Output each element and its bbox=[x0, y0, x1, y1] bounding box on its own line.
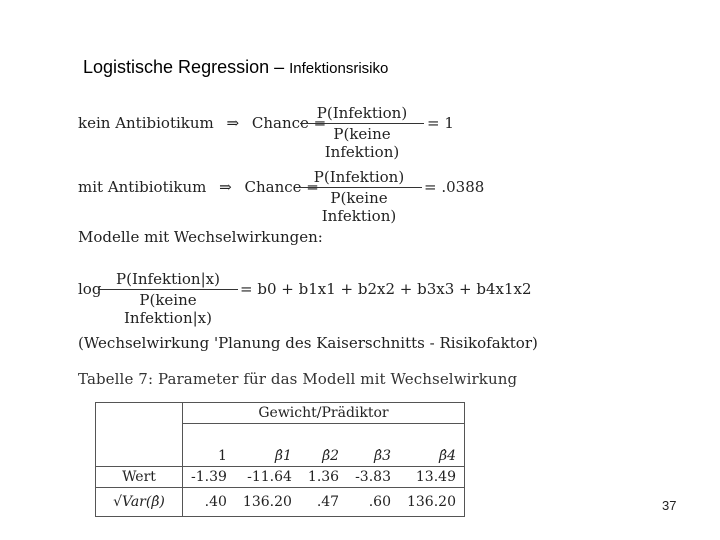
table-cell: 136.20 bbox=[399, 488, 465, 517]
table-row-label: √Var(β̂) bbox=[96, 488, 183, 517]
table-spacer-row bbox=[96, 424, 465, 447]
table-cell: .60 bbox=[347, 488, 399, 517]
eq2-fraction bbox=[296, 168, 422, 225]
eq1-chance-label: Chance = bbox=[251, 114, 327, 132]
table-row-label: Wert bbox=[96, 467, 183, 488]
table-col-header: β̂2 bbox=[300, 446, 347, 467]
eq3-log: log bbox=[78, 280, 102, 298]
eq1-fraction bbox=[300, 104, 424, 161]
table-col-header: β̂1 bbox=[235, 446, 300, 467]
table-cell: -11.64 bbox=[235, 467, 300, 488]
table-corner-cell bbox=[96, 403, 183, 424]
eq2-prefix-group bbox=[78, 178, 319, 196]
eq3-rhs: = b0 + b1x1 + b2x2 + b3x3 + b4x1x2 bbox=[240, 280, 532, 298]
table-cell: 1.36 bbox=[300, 467, 347, 488]
table-row bbox=[96, 467, 465, 488]
eq1-arrow: ⇒ bbox=[226, 114, 240, 132]
table-corner-cell-3 bbox=[96, 446, 183, 467]
models-heading: Modelle mit Wechselwirkungen: bbox=[78, 228, 323, 246]
title-sub: Infektionsrisiko bbox=[289, 60, 389, 77]
table-caption: Tabelle 7: Parameter für das Modell mit Wechselwirkung bbox=[78, 370, 518, 388]
eq1-result: = 1 bbox=[427, 114, 454, 132]
table-row bbox=[96, 488, 465, 517]
slide-title bbox=[83, 57, 388, 78]
eq3-denominator: P(keine Infektion|x) bbox=[98, 289, 238, 327]
parameter-table bbox=[95, 402, 465, 517]
table-cell: 13.49 bbox=[399, 467, 465, 488]
table-corner-cell-2 bbox=[96, 424, 183, 447]
page-number: 37 bbox=[662, 498, 677, 513]
eq1-prefix: kein Antibiotikum bbox=[78, 114, 214, 132]
table-column-header-row bbox=[96, 446, 465, 467]
eq1-numerator: P(Infektion) bbox=[316, 104, 408, 122]
eq2-numerator: P(Infektion) bbox=[313, 168, 405, 186]
table-group-header-row bbox=[96, 403, 465, 424]
eq2-chance-label: Chance = bbox=[244, 178, 319, 196]
eq2-prefix: mit Antibiotikum bbox=[78, 178, 207, 196]
eq3-numerator: P(Infektion|x) bbox=[116, 270, 220, 288]
table-group-header: Gewicht/Prädiktor bbox=[183, 403, 465, 424]
eq2-arrow: ⇒ bbox=[219, 178, 232, 196]
table-cell: .47 bbox=[300, 488, 347, 517]
eq2-result: = .0388 bbox=[424, 178, 485, 196]
title-main: Logistische Regression – bbox=[83, 57, 290, 77]
eq1-denominator: P(keine Infektion) bbox=[300, 123, 424, 161]
eq2-denominator: P(keine Infektion) bbox=[296, 187, 422, 225]
table-cell: -1.39 bbox=[183, 467, 235, 488]
interaction-note: (Wechselwirkung 'Planung des Kaiserschnitts - Risikofaktor) bbox=[78, 334, 538, 352]
table-col-header: β̂3 bbox=[347, 446, 399, 467]
table-col-header: β̂4 bbox=[399, 446, 465, 467]
table-cell: .40 bbox=[183, 488, 235, 517]
table-cell: -3.83 bbox=[347, 467, 399, 488]
eq1-prefix-group bbox=[78, 114, 326, 132]
eq3-fraction bbox=[98, 270, 238, 327]
table-col-header: 1 bbox=[183, 446, 235, 467]
table-cell: 136.20 bbox=[235, 488, 300, 517]
table-spacer-cell bbox=[183, 424, 465, 447]
